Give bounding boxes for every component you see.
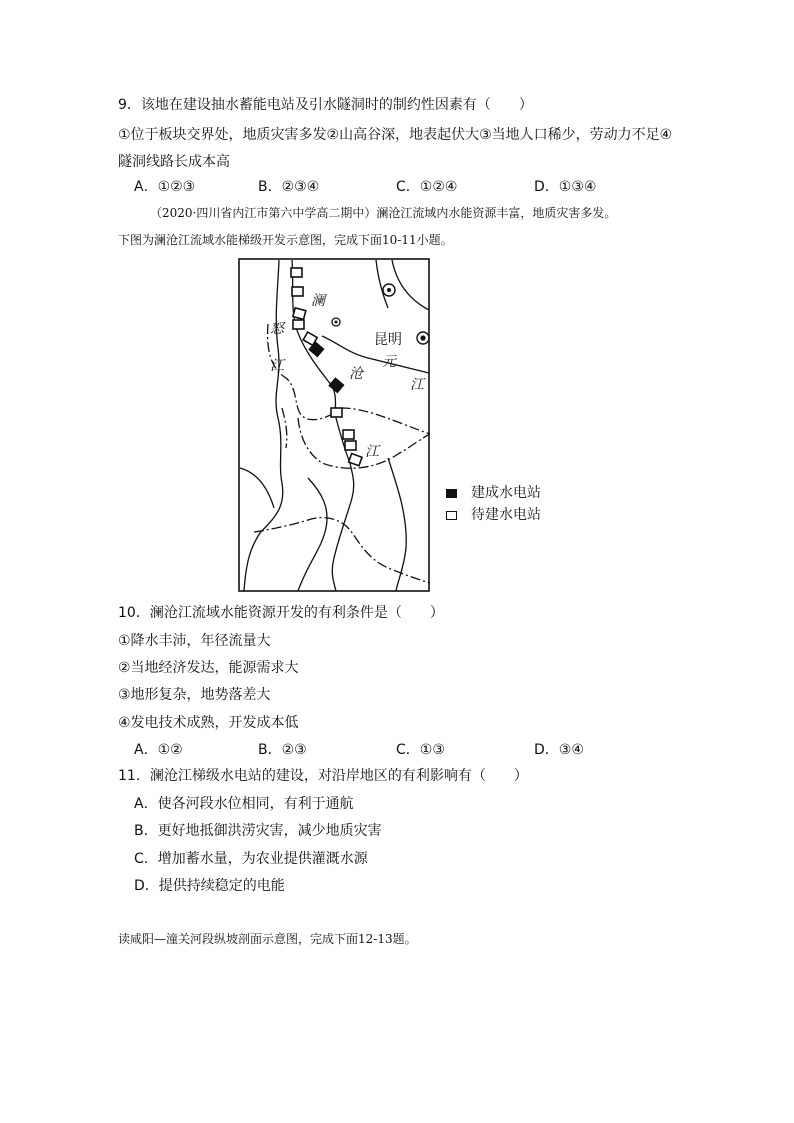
legend-built bbox=[446, 483, 541, 503]
label-jiang-yuan: 江 bbox=[410, 377, 424, 393]
label-jiang-nu: 江 bbox=[270, 358, 284, 374]
q10-item-4: ④发电技术成熟，开发成本低 bbox=[118, 715, 299, 731]
q10-option-c: C．①③ bbox=[396, 742, 445, 758]
planned-station bbox=[345, 441, 356, 450]
map-frame bbox=[239, 259, 429, 591]
q9-option-d: D．①③④ bbox=[534, 179, 597, 195]
q11-stem: 11．澜沧江梯级水电站的建设，对沿岸地区的有利影响有（ ） bbox=[118, 768, 528, 784]
q10-option-b: B．②③ bbox=[258, 742, 307, 758]
label-jiang-lancang: 江 bbox=[365, 444, 379, 460]
q11-option-b: B．更好地抵御洪涝灾害，减少地质灾害 bbox=[134, 823, 382, 839]
legend-planned bbox=[446, 505, 541, 525]
planned-station-swatch bbox=[446, 511, 457, 520]
planned-station bbox=[293, 320, 304, 329]
legend-planned-label: 待建水电站 bbox=[471, 507, 541, 523]
label-lan: 澜 bbox=[311, 293, 325, 309]
q10-option-d: D．③④ bbox=[534, 742, 584, 758]
next-intro: 读咸阳—潼关河段纵坡剖面示意图，完成下面12-13题。 bbox=[118, 932, 417, 946]
q10-item-1: ①降水丰沛，年径流量大 bbox=[118, 633, 271, 649]
planned-station bbox=[291, 268, 302, 277]
q9-stem: 9．该地在建设抽水蓄能电站及引水隧洞时的制约性因素有（ ） bbox=[118, 97, 533, 113]
intro-line1: （2020·四川省内江市第六中学高二期中）澜沧江流域内水能资源丰富，地质灾害多发。 bbox=[150, 206, 617, 220]
label-kunming: 昆明 bbox=[374, 332, 402, 348]
q10-option-a: A．①② bbox=[134, 742, 183, 758]
q9-text-line1: ①位于板块交界处，地质灾害多发②山高谷深，地表起伏大③当地人口稀少，劳动力不足④ bbox=[118, 127, 673, 143]
lancang-river-map bbox=[238, 258, 430, 592]
q9-option-b: B．②③④ bbox=[258, 179, 320, 195]
label-nu: 怒 bbox=[270, 321, 284, 337]
q9-option-a: A．①②③ bbox=[134, 179, 196, 195]
q10-item-2: ②当地经济发达，能源需求大 bbox=[118, 660, 299, 676]
q10-item-3: ③地形复杂，地势落差大 bbox=[118, 687, 271, 703]
label-cang: 沧 bbox=[349, 366, 363, 382]
q9-option-c: C．①②④ bbox=[396, 179, 458, 195]
planned-station bbox=[331, 408, 342, 417]
planned-station bbox=[292, 287, 303, 296]
planned-station bbox=[293, 308, 306, 320]
planned-station bbox=[343, 430, 354, 439]
intro-line2: 下图为澜沧江流域水能梯级开发示意图，完成下面10-11小题。 bbox=[118, 233, 453, 247]
q10-stem: 10．澜沧江流域水能资源开发的有利条件是（ ） bbox=[118, 605, 444, 621]
q11-option-d: D．提供持续稳定的电能 bbox=[134, 878, 285, 894]
label-yuan: 元 bbox=[382, 354, 396, 370]
legend-built-label: 建成水电站 bbox=[471, 485, 541, 501]
q9-text-line2: 隧洞线路长成本高 bbox=[118, 154, 230, 170]
built-station-swatch bbox=[446, 489, 457, 498]
q11-option-a: A．使各河段水位相同，有利于通航 bbox=[134, 796, 354, 812]
q11-option-c: C．增加蓄水量，为农业提供灌溉水源 bbox=[134, 851, 368, 867]
